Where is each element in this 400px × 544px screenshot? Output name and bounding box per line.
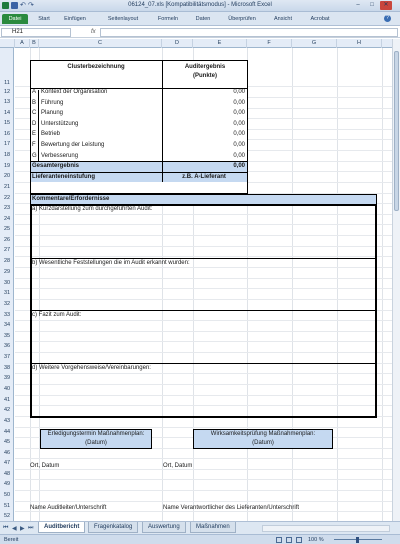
status-bar	[0, 534, 400, 544]
row-header-43[interactable]: 43	[3, 418, 11, 424]
ort-datum-right: Ort, Datum	[163, 463, 193, 469]
column-header-c[interactable]: C	[39, 39, 162, 48]
cluster-letter: A	[32, 89, 37, 95]
prev-sheet-icon[interactable]: ◀	[12, 526, 17, 532]
row-header-32[interactable]: 32	[3, 301, 11, 307]
horizontal-scrollbar[interactable]	[262, 525, 390, 532]
column-header-a[interactable]: A	[15, 39, 30, 48]
column-header-g[interactable]: G	[292, 39, 337, 48]
row-header-51[interactable]: 51	[3, 503, 11, 509]
select-all-corner[interactable]	[0, 39, 15, 48]
row-header-20[interactable]: 20	[3, 173, 11, 179]
row-header-22[interactable]: 22	[3, 195, 11, 201]
column-header-d[interactable]: D	[162, 39, 193, 48]
row-header-46[interactable]: 46	[3, 450, 11, 456]
sheet-tab-massnahmen[interactable]: Maßnahmen	[190, 522, 236, 533]
row-header-50[interactable]: 50	[3, 492, 11, 498]
row-header-44[interactable]: 44	[3, 429, 11, 435]
comment-a-label[interactable]: a) Kurzdarstellung zum durchgeführten Audit:	[32, 206, 153, 212]
row-header-17[interactable]: 17	[3, 141, 11, 147]
row-header-24[interactable]: 24	[3, 216, 11, 222]
row-header-21[interactable]: 21	[3, 184, 11, 190]
header-clusterbezeichnung: Clusterbezeichnung	[67, 64, 125, 70]
auditor-signature-label: Name Auditleiter/Unterschrift	[30, 505, 107, 511]
column-header-e[interactable]: E	[193, 39, 247, 48]
cluster-name: Führung	[41, 100, 64, 106]
normal-view-icon[interactable]	[276, 537, 282, 543]
help-icon[interactable]: ?	[384, 15, 391, 22]
cluster-name: Kontext der Organisation	[41, 89, 108, 95]
classification-label: Lieferanteneinstufung	[32, 174, 96, 180]
row-header-33[interactable]: 33	[3, 312, 11, 318]
tab-seitenlayout[interactable]: Seitenlayout	[107, 16, 139, 22]
tab-start[interactable]: Start	[38, 16, 50, 22]
zoom-level[interactable]: 100 %	[308, 537, 324, 543]
cluster-letter: C	[32, 110, 37, 116]
column-headers	[0, 39, 400, 48]
zoom-slider-thumb[interactable]	[356, 537, 359, 543]
formula-bar	[0, 27, 400, 38]
row-header-18[interactable]: 18	[3, 152, 11, 158]
row-header-52[interactable]: 52	[3, 513, 11, 519]
total-value[interactable]: 0,00	[233, 163, 245, 169]
status-ready: Bereit	[4, 537, 19, 543]
tab-einfuegen[interactable]: Einfügen	[64, 16, 86, 22]
row-header-29[interactable]: 29	[3, 269, 11, 275]
title-bar	[0, 0, 400, 12]
erledigungstermin-datum: (Datum)	[85, 440, 107, 446]
row-header-49[interactable]: 49	[3, 481, 11, 487]
row-header-27[interactable]: 27	[3, 247, 11, 253]
row-header-26[interactable]: 26	[3, 237, 11, 243]
row-header-31[interactable]: 31	[3, 290, 11, 296]
total-label: Gesamtergebnis	[32, 163, 80, 169]
column-header-f[interactable]: F	[247, 39, 292, 48]
comments-header: Kommentare/Erfordernisse	[32, 196, 110, 202]
row-header-35[interactable]: 35	[3, 333, 11, 339]
row-header-16[interactable]: 16	[3, 131, 11, 137]
cluster-value[interactable]: 0,00	[233, 131, 245, 137]
tab-daten[interactable]: Daten	[195, 16, 211, 22]
cluster-value[interactable]: 0,00	[233, 142, 245, 148]
last-sheet-icon[interactable]: ⏭	[28, 525, 34, 531]
row-header-12[interactable]: 12	[3, 89, 11, 95]
row-header-45[interactable]: 45	[3, 439, 11, 445]
redo-icon[interactable]: ↷	[28, 2, 34, 9]
comment-d-label[interactable]: d) Weitere Vorgehensweise/Vereinbarungen:	[32, 365, 151, 371]
tab-ueberpruefen[interactable]: Überprüfen	[228, 16, 256, 22]
cluster-name: Verbesserung	[41, 153, 79, 159]
ribbon-tab-bar	[0, 12, 400, 26]
name-box[interactable]: H21	[1, 28, 71, 37]
ort-datum-left: Ort, Datum	[30, 463, 60, 469]
page-break-view-icon[interactable]	[296, 537, 302, 543]
tab-datei[interactable]: Datei	[2, 14, 28, 24]
cluster-value[interactable]: 0,00	[233, 110, 245, 116]
row-header-25[interactable]: 25	[3, 226, 11, 232]
sheet-tab-auswertung[interactable]: Auswertung	[142, 522, 186, 533]
row-header-34[interactable]: 34	[3, 322, 11, 328]
tab-acrobat[interactable]: Acrobat	[310, 16, 330, 22]
row-headers	[0, 48, 14, 521]
cluster-value[interactable]: 0,00	[233, 89, 245, 95]
cluster-letter: E	[32, 131, 37, 137]
row-header-38[interactable]: 38	[3, 365, 11, 371]
header-punkte: (Punkte)	[193, 73, 217, 79]
sheet-tab-bar	[0, 521, 400, 534]
row-header-23[interactable]: 23	[3, 205, 11, 211]
row-header-13[interactable]: 13	[3, 99, 11, 105]
sheet-tab-auditbericht[interactable]: Auditbericht	[38, 522, 85, 533]
row-header-47[interactable]: 47	[3, 460, 11, 466]
window-title: 06124_07.xls [Kompatibilitätsmodus] - Microsoft Excel	[128, 2, 272, 8]
first-sheet-icon[interactable]: ⏮	[3, 525, 9, 531]
row-header-36[interactable]: 36	[3, 343, 11, 349]
comment-b-label[interactable]: b) Wesentliche Feststellungen die im Audit erkannt wurden:	[32, 260, 190, 266]
wirksamkeitspruefung-datum: (Datum)	[252, 440, 274, 446]
close-button[interactable]: ✕	[380, 1, 392, 10]
minimize-button[interactable]: ‒	[356, 2, 360, 8]
sheet-tab-fragenkatalog[interactable]: Fragenkatalog	[88, 522, 138, 533]
classification-value[interactable]: z.B. A-Lieferant	[182, 174, 226, 180]
comment-c-label[interactable]: c) Fazit zum Audit:	[32, 312, 82, 318]
formula-input[interactable]	[100, 28, 398, 37]
vertical-scrollbar-thumb[interactable]	[394, 51, 399, 211]
page-layout-view-icon[interactable]	[286, 537, 292, 543]
tab-formeln[interactable]: Formeln	[157, 16, 179, 22]
row-header-28[interactable]: 28	[3, 258, 11, 264]
worksheet[interactable]	[15, 48, 392, 521]
cluster-letter: D	[32, 121, 37, 127]
row-header-40[interactable]: 40	[3, 386, 11, 392]
row-header-42[interactable]: 42	[3, 407, 11, 413]
tab-ansicht[interactable]: Ansicht	[273, 16, 293, 22]
column-header-h[interactable]: H	[337, 39, 382, 48]
supplier-signature-label: Name Verantwortlicher des Lieferanten/Unterschrift	[163, 505, 300, 511]
undo-icon[interactable]: ↶	[20, 2, 26, 9]
cluster-value[interactable]: 0,00	[233, 100, 245, 106]
wirksamkeitspruefung-label: Wirksamkeitsprüfung Maßnahmenplan:	[210, 431, 316, 437]
vertical-scrollbar[interactable]	[392, 39, 400, 521]
cluster-letter: G	[32, 153, 37, 159]
row-header-39[interactable]: 39	[3, 375, 11, 381]
row-header-11[interactable]: 11	[4, 80, 10, 86]
cluster-name: Unterstützung	[41, 121, 79, 127]
cluster-value[interactable]: 0,00	[233, 153, 245, 159]
row-header-30[interactable]: 30	[3, 280, 11, 286]
cluster-letter: F	[32, 142, 36, 148]
next-sheet-icon[interactable]: ▶	[20, 526, 25, 532]
row-header-48[interactable]: 48	[3, 471, 11, 477]
row-header-37[interactable]: 37	[3, 354, 11, 360]
erledigungstermin-label: Erledigungstermin Maßnahmenplan:	[47, 431, 145, 437]
cluster-name: Betrieb	[41, 131, 61, 137]
row-header-14[interactable]: 14	[3, 110, 11, 116]
fx-icon[interactable]: fx	[91, 29, 96, 35]
row-header-15[interactable]: 15	[3, 120, 11, 126]
maximize-button[interactable]: □	[370, 2, 374, 8]
cluster-letter: B	[32, 100, 37, 106]
cluster-name: Planung	[41, 110, 64, 116]
header-auditergebnis: Auditergebnis	[184, 64, 226, 70]
row-header-41[interactable]: 41	[3, 397, 11, 403]
column-header-b[interactable]: B	[30, 39, 39, 48]
row-header-19[interactable]: 19	[3, 163, 11, 169]
cluster-name: Bewertung der Leistung	[41, 142, 105, 148]
cluster-value[interactable]: 0,00	[233, 121, 245, 127]
